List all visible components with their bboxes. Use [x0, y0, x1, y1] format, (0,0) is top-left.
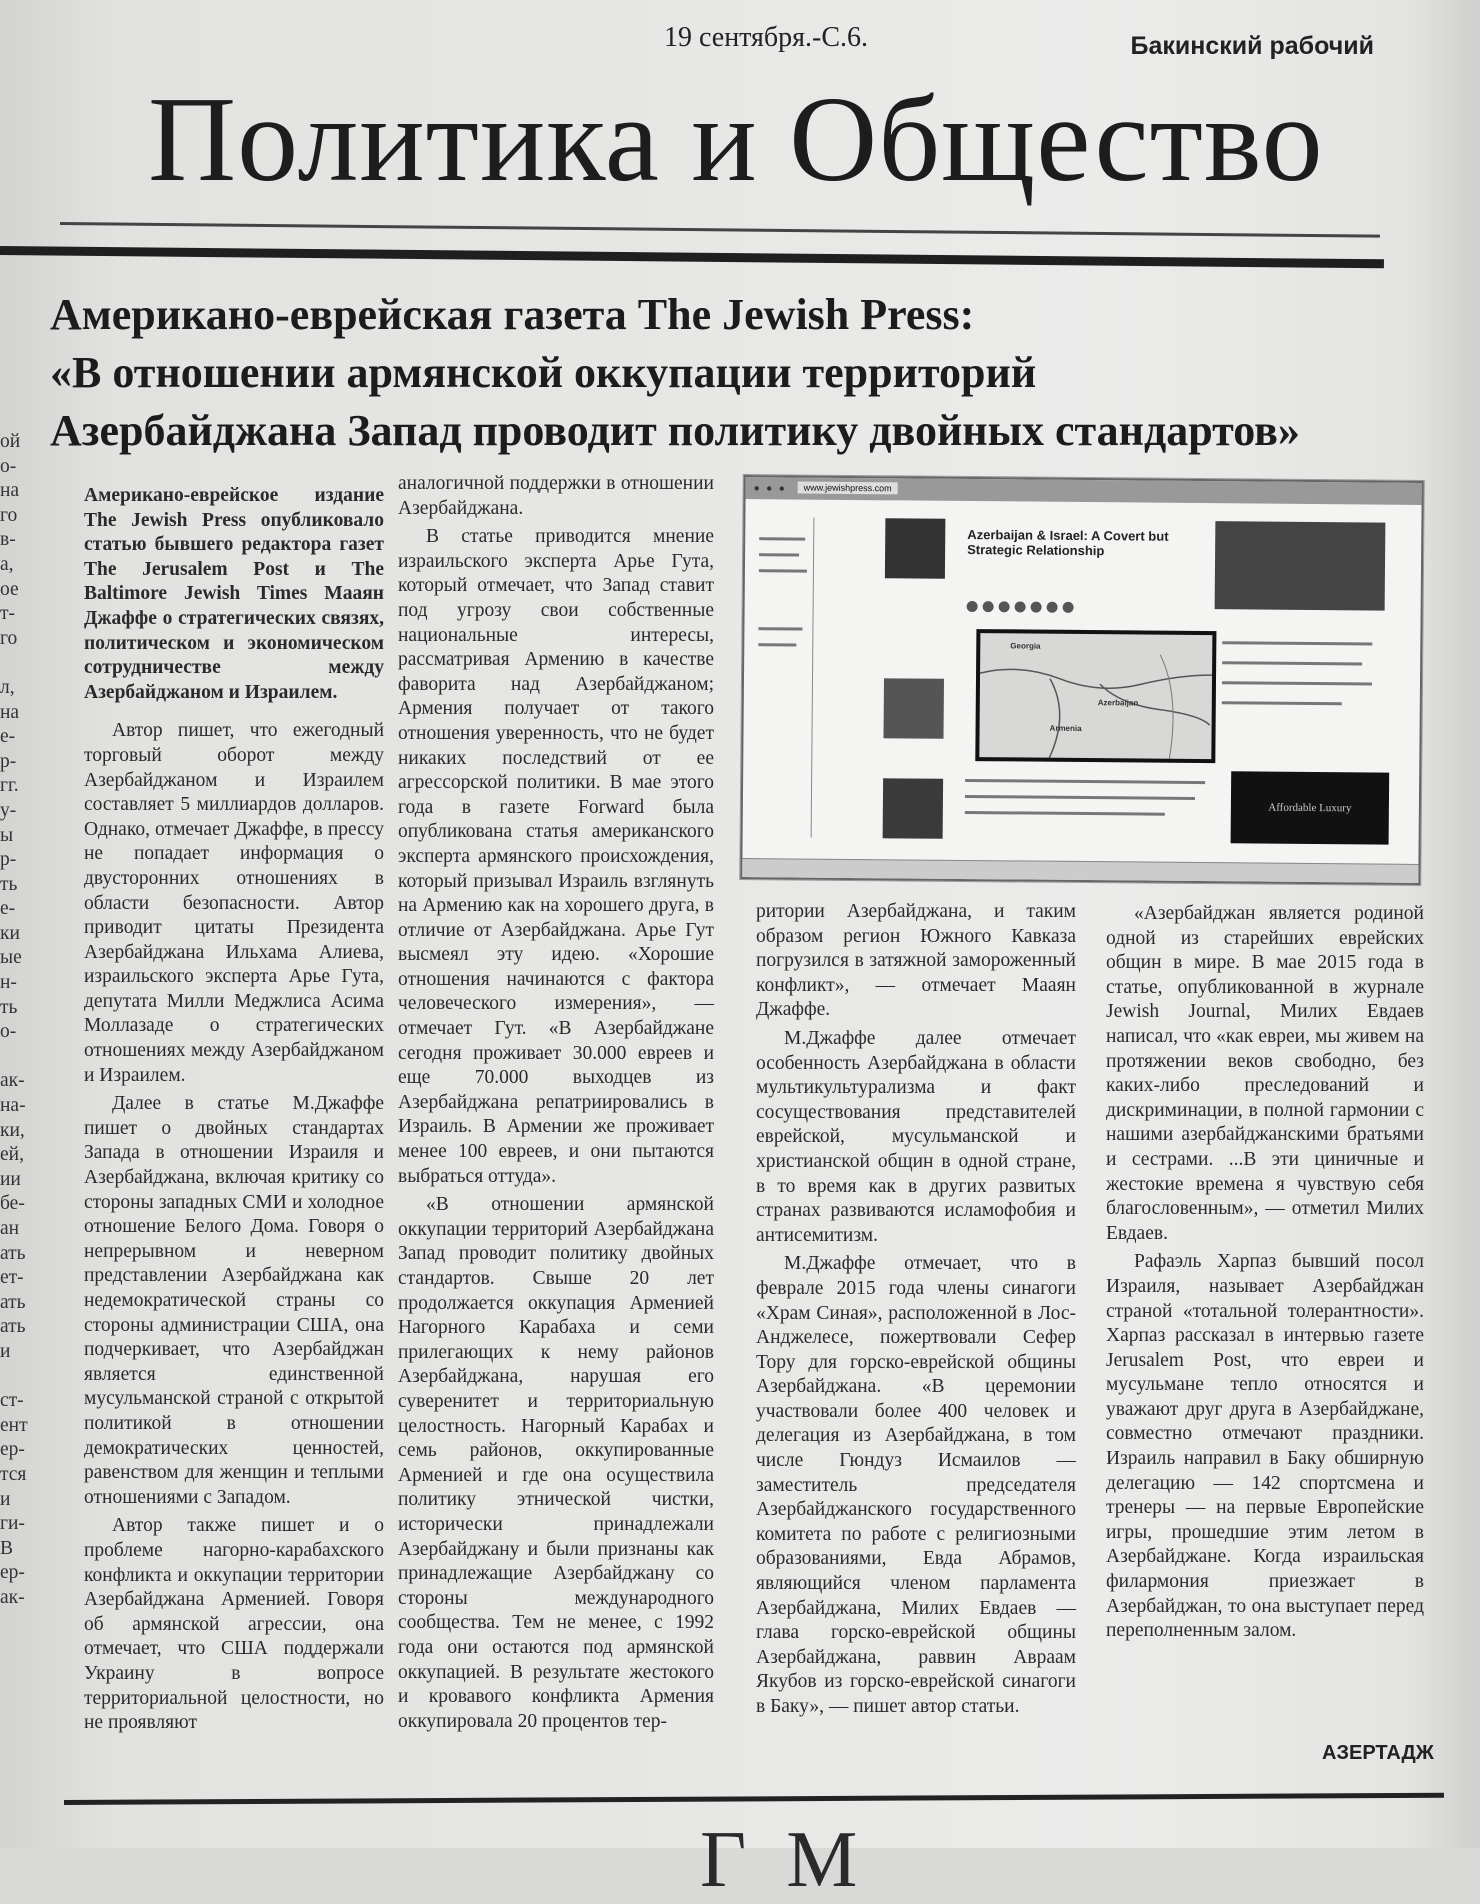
photo-thumbnail	[883, 778, 944, 839]
fragment-line: р-	[0, 849, 17, 871]
share-icon	[1031, 602, 1042, 613]
fragment-line: л,	[0, 676, 15, 698]
fragment-line: на	[0, 701, 20, 723]
fragment-line: ать	[0, 1291, 26, 1313]
fragment-line: бе-	[0, 1193, 25, 1215]
fragment-line	[0, 1045, 26, 1070]
share-icon	[1063, 602, 1074, 613]
paragraph: М.Джаффе отмечает, что в феврале 2015 года члены синагоги «Храм Синая», расположенной в Лос-Анджелесе, пожертвовали Сефер Тору для горско-еврейской общины Азербайджана. «В церемонии участвовали более 400 человек и делегация из Азербайджана, в том числе Гюндуз Исмаилов — заместитель председателя Азербайджанского государственного комитета по работе с религиозными образованиями, Евда Абрамов, являющийся членом парламента Азербайджана, Милих Евдаев — глава горско-еврейской общины Азербайджана, раввин Авраам Якубов из горско-еврейской синагоги в Баку», — пишет автор статьи.	[756, 1253, 1076, 1717]
browser-toolbar	[746, 477, 1422, 505]
text-line	[759, 537, 805, 540]
fragment-line: ки,	[0, 1119, 25, 1141]
fragment-line: и	[0, 1488, 11, 1510]
fragment-line: ан	[0, 1218, 20, 1239]
advertisement-banner: Affordable Luxury	[1231, 771, 1390, 844]
paragraph: Далее в статье М.Джаффе пишет о двойных стандартах Запада в отношении Израиля и Азербайджана, включая критику со стороны западных СМИ и холодное отношение Белого Дома. Говоря о непрерывном и неверном представлении Азербайджана как недемократической страны со стороны администрации США, она подчеркивает, что Азербайджан является единственной мусульманской страной с открытой политикой в отношении демократических ценностей, равенством для женщин и теплыми отношениями с Западом.	[84, 1093, 384, 1508]
fragment-line: на	[0, 480, 20, 502]
news-agency-credit: АЗЕРТАДЖ	[1322, 1742, 1434, 1764]
fragment-line: ой	[0, 431, 21, 452]
fragment-line	[0, 651, 26, 676]
fragment-line: ать	[0, 1316, 26, 1338]
fragment-line: ер-	[0, 1562, 25, 1584]
fragment-line: ть	[0, 996, 18, 1018]
map-figure	[975, 629, 1216, 763]
fragment-line: ое	[0, 578, 19, 600]
fragment-line: на-	[0, 1095, 26, 1117]
site-article-title: Azerbaijan & Israel: A Covert but Strategic Relationship	[967, 526, 1169, 559]
column-3	[756, 900, 1076, 1720]
rubric-rule-thin	[60, 222, 1380, 238]
fragment-line: гг.	[0, 775, 19, 797]
text-line	[759, 553, 799, 556]
text-line	[1222, 701, 1342, 705]
article-lead: Американо-еврейское издание The Jewish Press опубликовало статью бывшего редактора газет The Jerusalem Post и The Baltimore Jewish Times Мааян Джаффе о стратегических связях, политическом и экономическом сотрудничестве между Азербайджаном и Израилем.	[84, 485, 384, 703]
fragment-line: ент	[0, 1414, 28, 1436]
share-icon	[1047, 602, 1058, 613]
column-4	[1106, 902, 1424, 1644]
fragment-line: ги-	[0, 1513, 25, 1535]
photo-thumbnail	[885, 518, 946, 579]
column-1	[84, 484, 384, 1736]
share-icon	[1015, 601, 1026, 612]
issue-date: 19 сентября.-С.6.	[664, 22, 869, 53]
text-line	[758, 627, 802, 630]
rubric-rule-thick	[0, 246, 1384, 268]
share-icon	[967, 601, 978, 612]
text-line	[965, 795, 1195, 800]
paragraph: В статье приводится мнение израильского эксперта Арье Гута, который отмечает, что Запад ставит под угрозу свои собственные национальные интересы, рассматривая Армению в качестве фаворита над Азербайджаном; Армения получает от такого отношения уверенность, что не будет никаких последствий от ее агрессорской политики. В мае этого года в газете Forward была опубликована статья американского эксперта армянского происхождения, который призывал Израиль взглянуть на Армению как на хорошего друга, в отличие от Азербайджана. Арье Гут высмеял эту идею. «Хорошие отношения начинаются с фактора человеческого измерения», — отмечает Гут. «В Азербайджане сегодня проживает 30.000 евреев и еще 70.000 выходцев из Азербайджана репатриировались в Израиль. В Армении же проживает менее 100 евреев, и они пытаются выбраться оттуда».	[398, 526, 714, 1187]
text-line	[1222, 681, 1372, 685]
next-headline-fragment: Г М	[700, 1816, 858, 1904]
map-outline	[979, 633, 1212, 759]
map-label: Azerbaijan	[1097, 698, 1139, 708]
browser-url: www.jewishpress.com	[798, 482, 898, 495]
fragment-line: и	[0, 1340, 11, 1362]
column-2	[398, 472, 714, 1734]
share-icon	[999, 601, 1010, 612]
fragment-line: ать	[0, 1242, 26, 1264]
text-line	[758, 643, 796, 646]
map-label: Georgia	[1010, 641, 1041, 651]
fragment-line: у-	[0, 799, 17, 821]
paragraph: «Азербайджан является родиной одной из старейших еврейских общин в мире. В мае 2015 года в статье, опубликованной в журнале Jewish Journal, Милих Евдаев написал, что «как евреи, мы живем на протяжении веков свободно, без каких-либо преследований и дискриминации, в полной гармонии с нашими азербайджанскими братьями и сестрами. ...В эти циничные и жестокие времена я чувствую себя благословенным», — отметил Милих Евдаев.	[1106, 903, 1424, 1244]
fragment-line: е-	[0, 898, 16, 920]
newspaper-name: Бакинский рабочий	[1130, 32, 1374, 60]
text-line	[1222, 641, 1372, 645]
fragment-line: ст-	[0, 1390, 24, 1412]
fragment-line: р-	[0, 750, 17, 772]
photo-thumbnail	[883, 678, 944, 739]
fragment-line	[0, 1365, 26, 1390]
headline-line-3: Азербайджана Запад проводит политику двойных стандартов»	[50, 406, 1300, 455]
window-controls-icon: ● ● ●	[753, 483, 787, 495]
section-rubric: Политика и Общество	[148, 72, 1324, 207]
bottom-rule	[64, 1793, 1444, 1805]
fragment-line: в-	[0, 529, 16, 551]
text-line	[965, 811, 1165, 816]
fragment-line: ер-	[0, 1439, 25, 1461]
text-line	[759, 569, 807, 572]
paragraph-continued: ритории Азербайджана, и таким образом регион Южного Кавказа погрузился в затяжной замороженный конфликт», — отмечает Мааян Джаффе.	[756, 901, 1076, 1021]
paragraph: «В отношении армянской оккупации территорий Азербайджана Запад проводит политику двойных стандартов. Свыше 20 лет продолжается оккупация Арменией Нагорного Карабаха и семи прилегающих к нему районов Азербайджана, нарушая его суверенитет и территориальную целостность. Нагорный Карабах и семь районов, оккупированные Арменией и где она осуществила политику этнической чистки, исторически принадлежали Азербайджану и были признаны как принадлежащие Азербайджану со стороны международного сообщества. Тем не менее, с 1992 года они остаются под армянской оккупацией. В результате жестокого и кровавого конфликта Армения оккупировала 20 процентов тер-	[398, 1194, 714, 1732]
paragraph: Автор пишет, что ежегодный торговый оборот между Азербайджаном и Израилем составляет 5 миллиардов долларов. Однако, отмечает Джаффе, в прессу не попадает информация о двусторонних отношениях в области безопасности. Автор приводит цитаты Президента Азербайджана Ильхама Алиева, израильского эксперта Арье Гута, депутата Милли Меджлиса Асима Моллазаде о стратегических отношениях между Азербайджаном и Израилем.	[84, 720, 384, 1086]
fragment-line: о-	[0, 1021, 17, 1043]
share-icon	[983, 601, 994, 612]
paragraph: Автор также пишет и о проблеме нагорно-карабахского конфликта и оккупации территории Азербайджана Арменией. Говоря об армянской агрессии, она отмечает, что США поддержали Украину в вопросе территориальной целостности, но не проявляют	[84, 1515, 384, 1734]
article-headline	[50, 286, 1410, 460]
fragment-line: В	[0, 1537, 14, 1559]
fragment-line: ии	[0, 1168, 21, 1190]
fragment-line: ые	[0, 947, 22, 969]
text-line	[965, 779, 1205, 784]
paragraph: М.Джаффе далее отмечает особенность Азербайджана в области мультикультурализма и факт сосуществования представителей еврейской, мусульманской и христианской общин в одной стране, в то время как в других развитых странах развиваются исламофобия и антисемитизм.	[756, 1027, 1076, 1246]
fragment-line: ак-	[0, 1586, 25, 1608]
article-photo-screenshot	[740, 475, 1423, 885]
map-label: Armenia	[1049, 723, 1082, 733]
photo-thumbnail	[1215, 521, 1386, 610]
previous-article-fragments	[0, 430, 26, 1611]
paragraph: Рафаэль Харпаз бывший посол Израиля, называет Азербайджан страной «тотальной толерантности». Харпаз рассказал в интервью газете Jerusalem Post, что евреи и мусульмане тепло относятся и уважают друг друга в Азербайджане, совместно отмечают праздники. Израиль направил в Баку обширную делегацию — 142 спортсмена и тренеры — на первые Европейские игры, прошедшие этим летом в Азербайджане. Когда израильская филармония приезжает в Азербайджан, то она выступает перед переполненным залом.	[1106, 1251, 1424, 1642]
fragment-line: т-	[0, 603, 16, 625]
fragment-line: го	[0, 504, 18, 526]
fragment-line: ы	[0, 824, 14, 846]
site-sidebar	[751, 517, 815, 838]
taskbar	[742, 858, 1418, 883]
fragment-line: е-	[0, 726, 16, 748]
headline-line-2: «В отношении армянской оккупации территорий	[50, 348, 1037, 397]
fragment-line: ки	[0, 922, 20, 944]
fragment-line: ак-	[0, 1070, 25, 1092]
fragment-line: ей,	[0, 1144, 24, 1166]
fragment-line: ет-	[0, 1267, 24, 1289]
headline-line-1: Американо-еврейская газета The Jewish Press:	[50, 290, 975, 339]
paragraph-continued: аналогичной поддержки в отношении Азербайджана.	[398, 473, 714, 519]
fragment-line: тся	[0, 1463, 27, 1485]
fragment-line: а,	[0, 553, 14, 575]
text-line	[1222, 661, 1362, 665]
fragment-line: го	[0, 627, 18, 649]
fragment-line: н-	[0, 972, 17, 994]
fragment-line: о-	[0, 455, 17, 477]
fragment-line: ть	[0, 873, 18, 895]
